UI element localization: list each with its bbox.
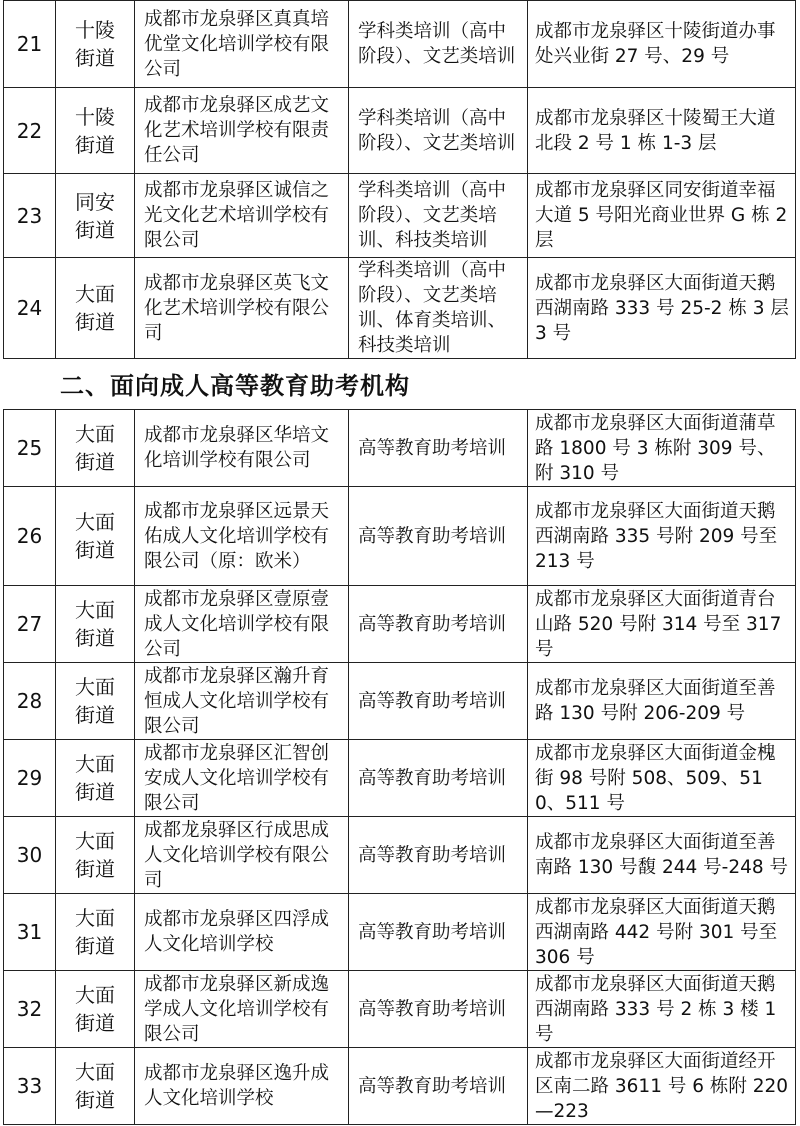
row-number: 23 xyxy=(4,174,56,258)
street-name: 十陵街道 xyxy=(75,104,115,157)
institution-address: 成都市龙泉驿区十陵街道办事处兴业街 27 号、29 号 xyxy=(528,1,796,88)
row-number: 26 xyxy=(4,487,56,586)
table-row xyxy=(4,487,796,586)
training-type: 学科类培训（高中阶段）、文艺类培训 xyxy=(349,88,528,174)
street-cell xyxy=(56,971,135,1048)
table-row xyxy=(4,1048,796,1125)
street-cell xyxy=(56,258,135,359)
street-cell xyxy=(56,894,135,971)
institution-address: 成都市龙泉驿区大面街道天鹅西湖南路 442 号附 301 号至 306 号 xyxy=(528,894,796,971)
training-type: 高等教育助考培训 xyxy=(349,663,528,740)
table-row xyxy=(4,971,796,1048)
street-name: 大面街道 xyxy=(75,422,115,474)
street-name: 大面街道 xyxy=(75,829,115,881)
street-name: 大面街道 xyxy=(75,983,115,1035)
street-name: 同安街道 xyxy=(75,189,115,242)
row-number: 27 xyxy=(4,586,56,663)
institution-name: 成都市龙泉驿区汇智创安成人文化培训学校有限公司 xyxy=(135,740,349,817)
table-row xyxy=(4,817,796,894)
table-row xyxy=(4,740,796,817)
institution-address: 成都市龙泉驿区大面街道金槐街 98 号附 508、509、510、511 号 xyxy=(528,740,796,817)
street-cell xyxy=(56,663,135,740)
training-type: 高等教育助考培训 xyxy=(349,817,528,894)
institution-address: 成都市龙泉驿区同安街道幸福大道 5 号阳光商业世界 G 栋 2 层 xyxy=(528,174,796,258)
row-number: 21 xyxy=(4,1,56,88)
institution-table-top xyxy=(3,0,796,359)
training-type: 高等教育助考培训 xyxy=(349,894,528,971)
institution-name: 成都市龙泉驿区四浮成人文化培训学校 xyxy=(135,894,349,971)
street-name: 大面街道 xyxy=(75,906,115,958)
institution-name: 成都龙泉驿区行成思成人文化培训学校有限公司 xyxy=(135,817,349,894)
row-number: 24 xyxy=(4,258,56,359)
row-number: 32 xyxy=(4,971,56,1048)
institution-address: 成都市龙泉驿区大面街道蒲草路 1800 号 3 栋附 309 号、附 310 号 xyxy=(528,410,796,487)
street-cell xyxy=(56,487,135,586)
street-name: 大面街道 xyxy=(75,598,115,650)
street-cell xyxy=(56,1048,135,1125)
training-type: 高等教育助考培训 xyxy=(349,971,528,1048)
institution-name: 成都市龙泉驿区英飞文化艺术培训学校有限公司 xyxy=(135,258,349,359)
institution-address: 成都市龙泉驿区大面街道天鹅西湖南路 333 号 2 栋 3 楼 1 号 xyxy=(528,971,796,1048)
street-cell xyxy=(56,174,135,258)
row-number: 33 xyxy=(4,1048,56,1125)
institution-name: 成都市龙泉驿区真真培优堂文化培训学校有限公司 xyxy=(135,1,349,88)
street-cell xyxy=(56,817,135,894)
street-name: 大面街道 xyxy=(75,675,115,727)
institution-address: 成都市龙泉驿区大面街道天鹅西湖南路 335 号附 209 号至 213 号 xyxy=(528,487,796,586)
institution-address: 成都市龙泉驿区大面街道至善南路 130 号馥 244 号-248 号 xyxy=(528,817,796,894)
street-name: 大面街道 xyxy=(75,752,115,804)
institution-name: 成都市龙泉驿区远景天佑成人文化培训学校有限公司（原：欧米） xyxy=(135,487,349,586)
institution-name: 成都市龙泉驿区逸升成人文化培训学校 xyxy=(135,1048,349,1125)
street-cell xyxy=(56,586,135,663)
section-heading: 二、面向成人高等教育助考机构 xyxy=(60,372,410,400)
institution-address: 成都市龙泉驿区大面街道经开区南二路 3611 号 6 栋附 220—223 xyxy=(528,1048,796,1125)
institution-name: 成都市龙泉驿区诚信之光文化艺术培训学校有限公司 xyxy=(135,174,349,258)
training-type: 高等教育助考培训 xyxy=(349,586,528,663)
training-type: 学科类培训（高中阶段）、文艺类培训、体育类培训、科技类培训 xyxy=(349,258,528,359)
institution-address: 成都市龙泉驿区十陵蜀王大道北段 2 号 1 栋 1-3 层 xyxy=(528,88,796,174)
institution-address: 成都市龙泉驿区大面街道青台山路 520 号附 314 号至 317 号 xyxy=(528,586,796,663)
institution-name: 成都市龙泉驿区华培文化培训学校有限公司 xyxy=(135,410,349,487)
institution-name: 成都市龙泉驿区成艺文化艺术培训学校有限责任公司 xyxy=(135,88,349,174)
institution-address: 成都市龙泉驿区大面街道至善路 130 号附 206-209 号 xyxy=(528,663,796,740)
street-name: 大面街道 xyxy=(75,1060,115,1112)
table-row xyxy=(4,894,796,971)
training-type: 高等教育助考培训 xyxy=(349,1048,528,1125)
training-type: 高等教育助考培训 xyxy=(349,410,528,487)
row-number: 22 xyxy=(4,88,56,174)
training-type: 高等教育助考培训 xyxy=(349,487,528,586)
institution-name: 成都市龙泉驿区新成逸学成人文化培训学校有限公司 xyxy=(135,971,349,1048)
street-name: 大面街道 xyxy=(75,510,115,562)
street-cell xyxy=(56,740,135,817)
institution-address: 成都市龙泉驿区大面街道天鹅西湖南路 333 号 25-2 栋 3 层 3 号 xyxy=(528,258,796,359)
table-row xyxy=(4,663,796,740)
street-cell xyxy=(56,88,135,174)
table-row xyxy=(4,174,796,258)
table-row xyxy=(4,586,796,663)
street-cell xyxy=(56,1,135,88)
street-name: 大面街道 xyxy=(75,282,115,334)
training-type: 学科类培训（高中阶段）、文艺类培训 xyxy=(349,1,528,88)
institution-name: 成都市龙泉驿区瀚升育恒成人文化培训学校有限公司 xyxy=(135,663,349,740)
institution-table-bottom xyxy=(3,409,796,1125)
table-row xyxy=(4,410,796,487)
row-number: 30 xyxy=(4,817,56,894)
training-type: 高等教育助考培训 xyxy=(349,740,528,817)
table-row xyxy=(4,1,796,88)
street-cell xyxy=(56,410,135,487)
row-number: 28 xyxy=(4,663,56,740)
row-number: 31 xyxy=(4,894,56,971)
institution-name: 成都市龙泉驿区壹原壹成人文化培训学校有限公司 xyxy=(135,586,349,663)
table-row xyxy=(4,88,796,174)
row-number: 29 xyxy=(4,740,56,817)
table-row xyxy=(4,258,796,359)
row-number: 25 xyxy=(4,410,56,487)
training-type: 学科类培训（高中阶段）、文艺类培训、科技类培训 xyxy=(349,174,528,258)
street-name: 十陵街道 xyxy=(75,18,115,70)
